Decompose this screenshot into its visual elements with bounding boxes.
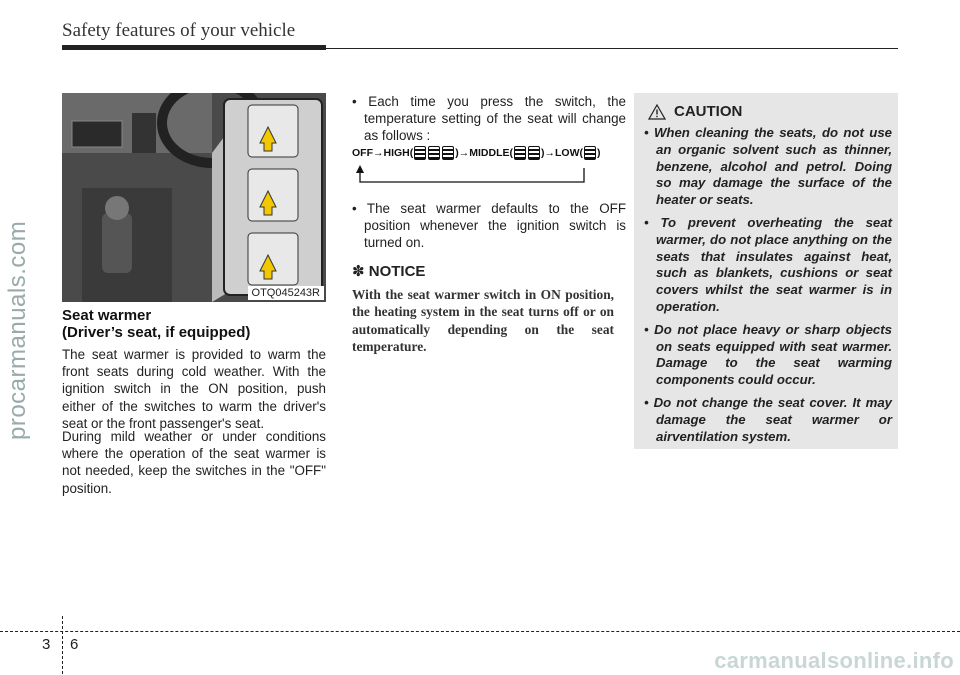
bullet-switch-sequence: • Each time you press the switch, the temperature setting of the seat will change as follows : [352,94,626,144]
page-number: 6 [70,636,79,653]
caution-title: CAUTION [674,103,743,120]
seq-arrow-2: → [458,147,470,159]
warning-triangle-icon [648,104,666,120]
caution-item: • To prevent overheating the seat warmer, do not place anything on the seats that insulates against heat, such as blankets, cushions or seat covers whilst the seat warmer is in operation. [644,214,892,314]
bottom-watermark: carmanualsonline.info [714,648,954,673]
seq-high: HIGH( [383,147,414,159]
section-title-line2: (Driver’s seat, if equipped) [62,324,251,341]
section-title [62,307,332,341]
footer-rule [0,631,960,632]
seat-warmer-para1: The seat warmer is provided to warm the front seats during cold weather. With the ignition switch in the ON position, push either of the switches to warm the driver's seat or the front passenger's seat. [62,347,326,431]
dashboard-illustration [62,93,326,302]
seq-close-1: ) [455,147,459,159]
chapter-number: 3 [42,636,51,653]
seq-arrow-3: → [544,147,555,159]
seq-arrow-1: → [373,147,384,159]
caution-item: • When cleaning the seats, do not use an organic solvent such as thinner, benzene, alcohol and petrol. Doing so may damage the surface of the heater or seats. [644,125,892,208]
header-rule [62,48,898,49]
seat-warmer-switch-photo [62,93,326,302]
seq-close-2: ) [541,147,545,159]
page-header-title: Safety features of your vehicle [62,20,296,41]
seq-low: LOW( [555,147,583,159]
notice-title: ✽ NOTICE [352,263,426,280]
loop-back-arrow-icon [352,146,616,194]
caution-box [634,93,898,449]
section-title-line1: Seat warmer [62,307,152,324]
notice-body: With the seat warmer switch in ON position, the heating system in the seat turns off or on automatically depending on the seat temperature. [352,287,614,355]
seq-off: OFF [352,147,373,159]
caution-list [644,125,892,451]
temperature-sequence-diagram [352,146,616,194]
caution-header [648,103,742,120]
seq-close-3: ) [597,147,601,159]
seat-warmer-para2: During mild weather or under conditions where the operation of the seat warmer is not needed, keep the switches in the "OFF" position. [62,429,326,496]
figure-code: OTQ045243R [248,286,324,300]
seq-middle: MIDDLE( [469,147,513,159]
caution-item: • Do not change the seat cover. It may damage the seat warmer or airventilation system. [644,394,892,444]
caution-item: • Do not place heavy or sharp objects on seats equipped with seat warmer. Damage to the seat warming components could occur. [644,321,892,388]
footer-divider [62,616,63,674]
bullet-default-off: • The seat warmer defaults to the OFF position whenever the ignition switch is turned on. [352,201,626,251]
side-watermark: procarmanuals.com [4,220,31,440]
